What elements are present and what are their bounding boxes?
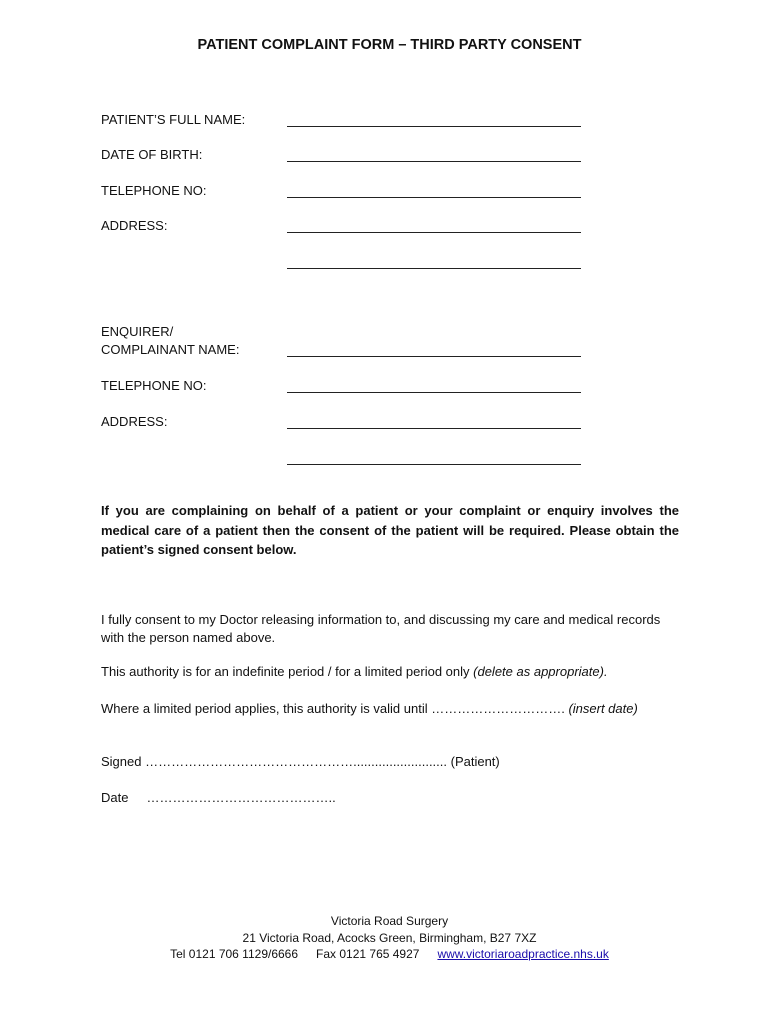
- date-label: Date: [101, 790, 129, 805]
- enquirer-address-label: ADDRESS:: [101, 414, 168, 429]
- limited-period-note: (insert date): [568, 701, 638, 716]
- enquirer-address-field-line2[interactable]: [287, 464, 581, 465]
- enquirer-label: ENQUIRER/: [101, 324, 174, 339]
- footer-practice-name: Victoria Road Surgery: [330, 914, 449, 928]
- complainant-name-field[interactable]: [287, 356, 581, 357]
- footer-address: 21 Victoria Road, Acocks Green, Birmingham, B27 7XZ: [242, 931, 537, 945]
- patient-address-label: ADDRESS:: [101, 218, 168, 233]
- patient-full-name-field[interactable]: [287, 126, 581, 127]
- limited-period-text: [101, 700, 681, 718]
- authority-period-text: [101, 663, 681, 681]
- footer-contact: [0, 946, 770, 962]
- patient-telephone-label: TELEPHONE NO:: [101, 183, 207, 198]
- enquirer-telephone-label: TELEPHONE NO:: [101, 378, 207, 393]
- footer-fax: Fax 0121 765 4927: [316, 947, 420, 961]
- patient-address-field-line1[interactable]: [287, 232, 581, 233]
- footer-website-link[interactable]: www.victoriaroadpractice.nhs.uk: [437, 947, 609, 961]
- patient-full-name-label: PATIENT’S FULL NAME:: [101, 112, 246, 127]
- date-of-birth-field[interactable]: [287, 161, 581, 162]
- enquirer-telephone-field[interactable]: [287, 392, 581, 393]
- limited-period-main: Where a limited period applies, this authority is valid until ………………………….: [101, 701, 569, 716]
- patient-telephone-field[interactable]: [287, 197, 581, 198]
- consent-notice: If you are complaining on behalf of a patient or your complaint or enquiry involves the medical care of a patient then the consent of the patient will be required. Please obtain the patient’s signed consent below.: [101, 503, 679, 557]
- footer-tel: Tel 0121 706 1129/6666: [170, 947, 299, 961]
- consent-statement: I fully consent to my Doctor releasing information to, and discussing my care and medical records with the person named above.: [101, 612, 661, 645]
- date-line[interactable]: [101, 789, 681, 807]
- form-title: PATIENT COMPLAINT FORM – THIRD PARTY CONSENT: [197, 37, 582, 53]
- patient-address-field-line2[interactable]: [287, 268, 581, 269]
- date-dots[interactable]: ……………………………………..: [146, 790, 336, 805]
- authority-period-main: This authority is for an indefinite period / for a limited period only: [101, 664, 474, 679]
- date-of-birth-label: DATE OF BIRTH:: [101, 147, 203, 162]
- enquirer-address-field-line1[interactable]: [287, 428, 581, 429]
- complainant-name-label: COMPLAINANT NAME:: [101, 342, 240, 357]
- authority-period-note: (delete as appropriate).: [473, 664, 608, 679]
- signature-line[interactable]: Signed ………………………………………….......................... (Patient): [101, 754, 500, 769]
